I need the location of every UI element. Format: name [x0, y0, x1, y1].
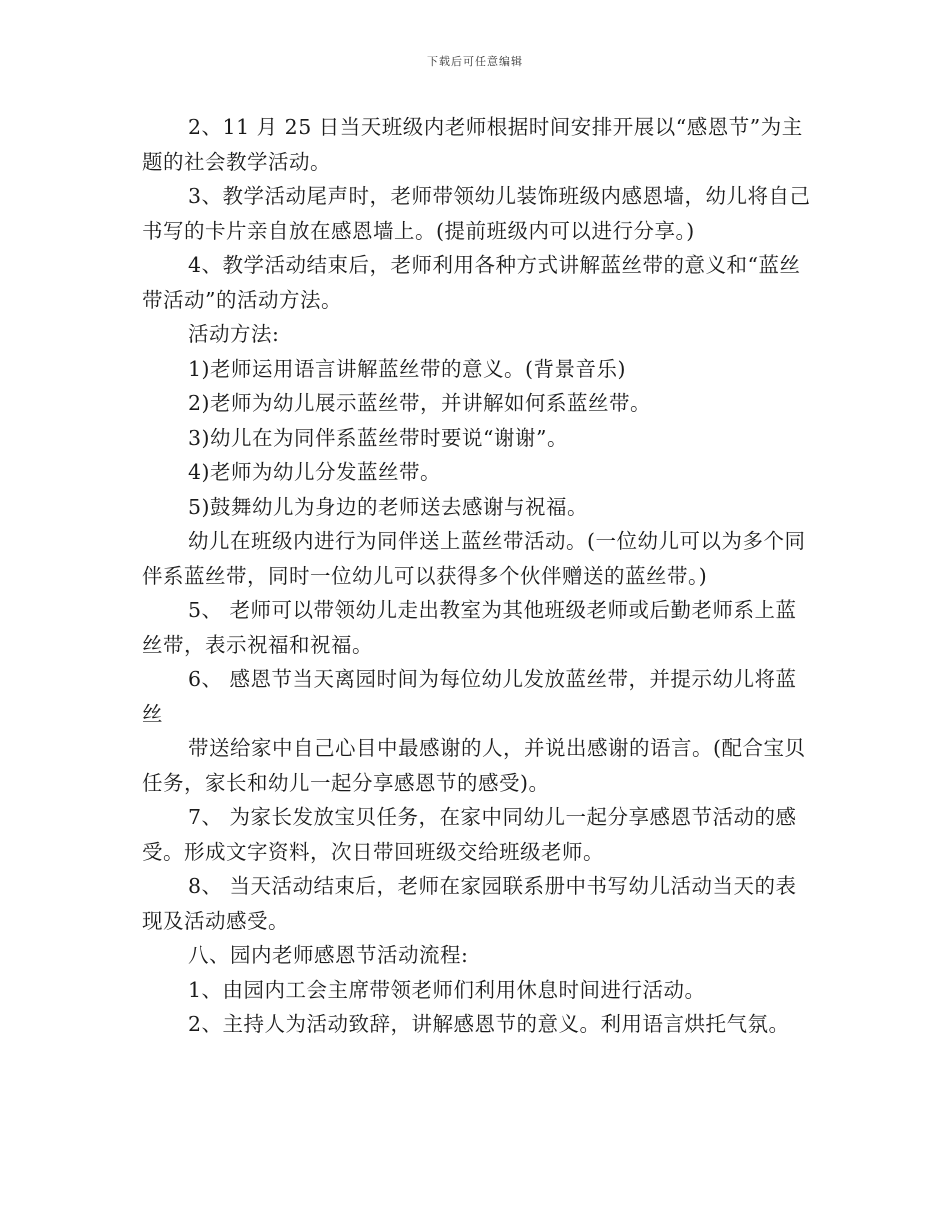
list-item: 2)老师为幼儿展示蓝丝带，并讲解如何系蓝丝带。: [188, 391, 652, 415]
paragraph: 6、 感恩节当天离园时间为每位幼儿发放蓝丝带，并提示幼儿将蓝丝: [142, 667, 797, 726]
paragraph: 8、 当天活动结束后，老师在家园联系册中书写幼儿活动当天的表现及活动感受。: [142, 874, 797, 933]
paragraph: 5、 老师可以带领幼儿走出教室为其他班级老师或后勤老师系上蓝丝带，表示祝福和祝福。: [142, 598, 797, 657]
paragraph: 2、主持人为活动致辞，讲解感恩节的意义。利用语言烘托气氛。: [188, 1012, 790, 1036]
paragraph: 幼儿在班级内进行为同伴送上蓝丝带活动。(一位幼儿可以为多个同伴系蓝丝带，同时一位幼儿可以获得多个伙伴赠送的蓝丝带。): [142, 529, 806, 588]
paragraph: 1、由园内工会主席带领老师们利用休息时间进行活动。: [188, 977, 706, 1002]
paragraph: 2、11 月 25 日当天班级内老师根据时间安排开展以“感恩节”为主题的社会教学活动。: [142, 115, 803, 174]
page-header-note: 下载后可任意编辑: [427, 55, 523, 68]
paragraph: 7、 为家长发放宝贝任务，在家中同幼儿一起分享感恩节活动的感受。形成文字资料，次日带回班级交给班级老师。: [142, 805, 797, 864]
paragraph: 3、教学活动尾声时，老师带领幼儿装饰班级内感恩墙，幼儿将自己书写的卡片亲自放在感恩墙上。(提前班级内可以进行分享。): [142, 184, 811, 243]
list-item: 4)老师为幼儿分发蓝丝带。: [188, 460, 442, 484]
list-item: 3)幼儿在为同伴系蓝丝带时要说“谢谢”。: [188, 425, 568, 450]
section-heading: 八、园内老师感恩节活动流程:: [188, 943, 469, 967]
paragraph: 带送给家中自己心目中最感谢的人，并说出感谢的语言。(配合宝贝任务，家长和幼儿一起分享感恩节的感受)。: [142, 736, 806, 795]
section-label: 活动方法:: [188, 322, 280, 346]
document-body: [142, 110, 812, 1042]
list-item: 1)老师运用语言讲解蓝丝带的意义。(背景音乐): [188, 356, 627, 381]
list-item: 5)鼓舞幼儿为身边的老师送去感谢与祝福。: [188, 494, 589, 519]
paragraph: 4、教学活动结束后，老师利用各种方式讲解蓝丝带的意义和“蓝丝带活动”的活动方法。: [142, 253, 801, 312]
